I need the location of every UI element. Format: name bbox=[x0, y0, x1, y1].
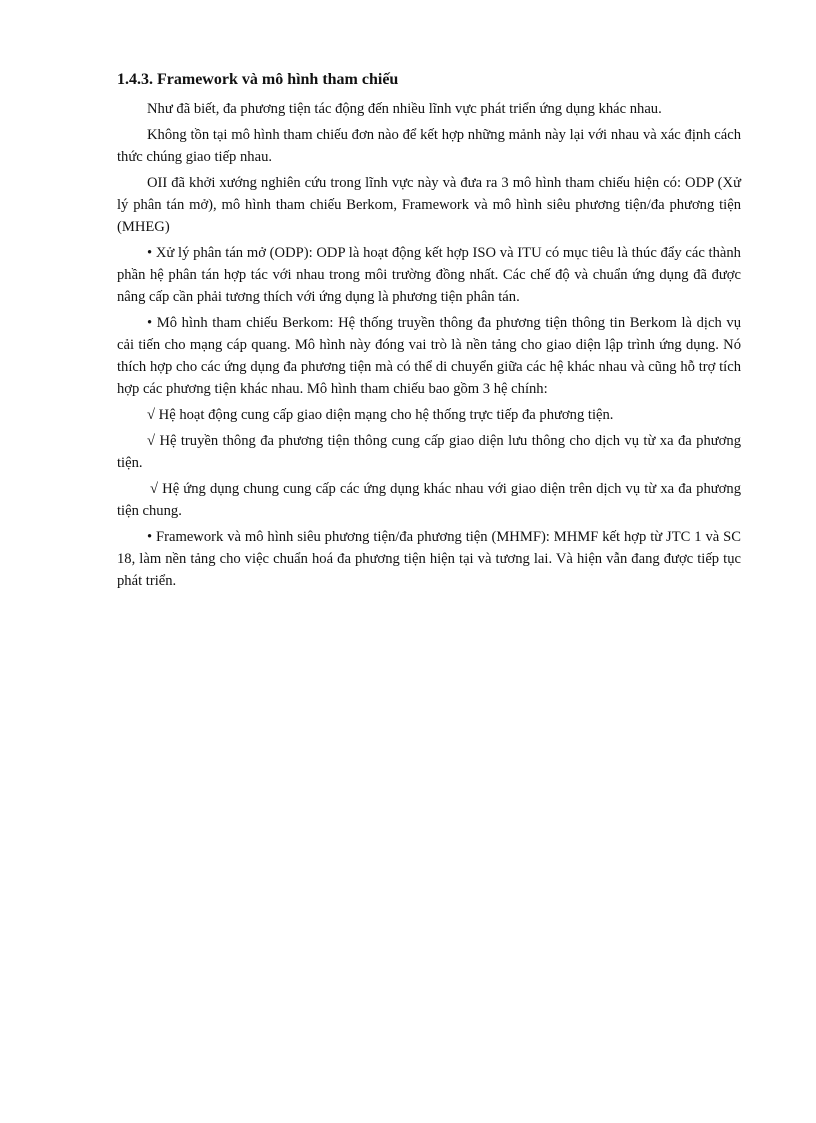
check-item-communication-system bbox=[117, 430, 741, 474]
bullet-mhmf bbox=[117, 526, 741, 592]
bullet-berkom-text: Mô hình tham chiếu Berkom: Hệ thống truyền thông đa phương tiện thông tin Berkom là dịch vụ cải tiến cho mạng cáp quang. Mô hình này đóng vai trò là nền tảng cho giao diện lập trình ứng dụng. Nó thích hợp cho các ứng dụng đa phương tiện mà có thể di chuyển giữa các hệ khác nhau và cũng hỗ trợ tích hợp các phương tiện khác nhau. Mô hình tham chiếu bao gồm 3 hệ chính: bbox=[117, 315, 741, 397]
check-icon: √ bbox=[147, 433, 156, 449]
check-item-text: Hệ truyền thông đa phương tiện thông cung cấp giao diện lưu thông cho dịch vụ từ xa đa phương tiện. bbox=[117, 433, 741, 471]
check-icon: √ bbox=[147, 407, 156, 423]
paragraph-no-single-model: Không tồn tại mô hình tham chiếu đơn nào để kết hợp những mảnh này lại với nhau và xác định cách thức chúng giao tiếp nhau. bbox=[117, 127, 741, 165]
check-item-operating-system bbox=[117, 404, 741, 426]
check-item-text: Hệ hoạt động cung cấp giao diện mạng cho hệ thống trực tiếp đa phương tiện. bbox=[158, 407, 614, 423]
bullet-berkom bbox=[117, 312, 741, 400]
paragraph-oii-models: OII đã khởi xướng nghiên cứu trong lĩnh vực này và đưa ra 3 mô hình tham chiếu hiện có: ODP (Xử lý phân tán mở), mô hình tham chiếu Berkom, Framework và mô hình siêu phương tiện/đa phương tiện (MHEG) bbox=[117, 175, 741, 235]
paragraph-intro: Như đã biết, đa phương tiện tác động đến nhiều lĩnh vực phát triển ứng dụng khác nhau. bbox=[147, 101, 662, 117]
bullet-mhmf-text: Framework và mô hình siêu phương tiện/đa phương tiện (MHMF): MHMF kết hợp từ JTC 1 và SC 18, làm nền tảng cho việc chuẩn hoá đa phương tiện hiện tại và tương lai. Và hiện vẫn đang được tiếp tục phát triển. bbox=[117, 529, 741, 589]
bullet-icon: • bbox=[147, 315, 153, 331]
check-icon: √ bbox=[150, 481, 159, 497]
bullet-icon: • bbox=[147, 245, 153, 261]
check-item-application-system bbox=[117, 478, 741, 522]
document-page bbox=[117, 70, 741, 596]
bullet-icon: • bbox=[147, 529, 153, 545]
bullet-odp-text: Xử lý phân tán mở (ODP): ODP là hoạt động kết hợp ISO và ITU có mục tiêu là thúc đẩy các thành phần hệ phân tán hợp tác với nhau trong môi trường đồng nhất. Các chế độ và chuẩn ứng dụng đã được nâng cấp cần phải tương thích với ứng dụng là phương tiện phân tán. bbox=[117, 245, 741, 305]
bullet-odp bbox=[117, 242, 741, 308]
section-heading: 1.4.3. Framework và mô hình tham chiếu bbox=[117, 71, 399, 88]
check-item-text: Hệ ứng dụng chung cung cấp các ứng dụng khác nhau với giao diện trên dịch vụ từ xa đa phương tiện chung. bbox=[117, 481, 741, 519]
